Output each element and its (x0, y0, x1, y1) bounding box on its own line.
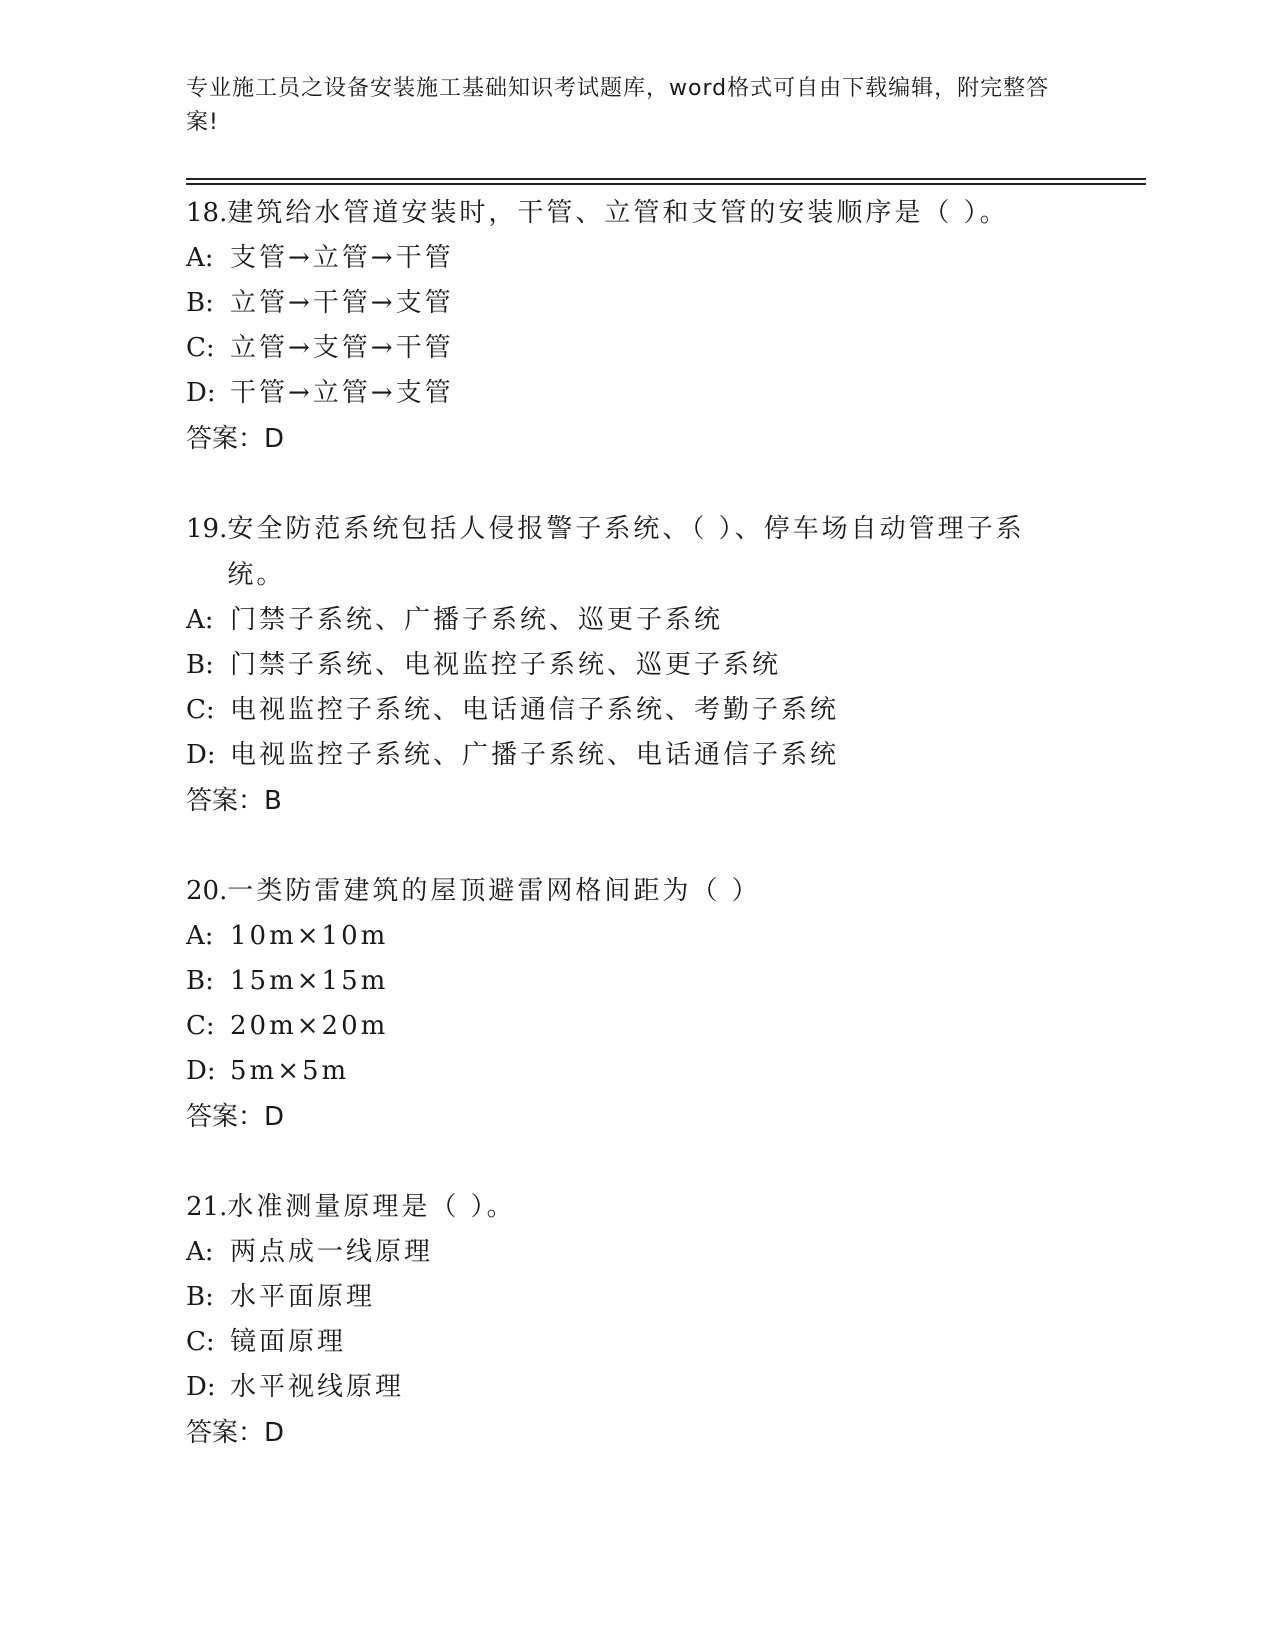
question-stem (186, 1184, 1066, 1230)
option-a (186, 236, 1066, 281)
question-text: 安全防范系统包括人侵报警子系统、（ ）、停车场自动管理子系统。 (227, 514, 1025, 590)
option-a (186, 914, 1066, 959)
option-letter: B: (186, 966, 214, 996)
option-letter: B: (186, 650, 214, 680)
option-text: 立管→支管→干管 (230, 333, 454, 363)
option-a (186, 598, 1066, 643)
document-header: 专业施工员之设备安装施工基础知识考试题库，word格式可自由下载编辑，附完整答案! (186, 76, 1050, 135)
option-text: 立管→干管→支管 (230, 288, 454, 318)
option-text: 镜面原理 (230, 1327, 347, 1357)
header-divider-top (186, 178, 1146, 180)
question-stem (186, 506, 1066, 598)
option-letter: A: (186, 243, 214, 273)
answer-line: 答案：B (186, 786, 282, 816)
option-b (186, 1275, 1066, 1320)
question-stem (186, 868, 1066, 914)
option-d (186, 371, 1066, 416)
question-list (186, 190, 1066, 1500)
option-text: 15m×15m (230, 966, 389, 996)
option-d (186, 733, 1066, 778)
header-divider-bottom (186, 183, 1146, 185)
option-letter: B: (186, 288, 214, 318)
option-b (186, 281, 1066, 326)
option-text: 门禁子系统、广播子系统、巡更子系统 (230, 605, 724, 635)
option-d (186, 1049, 1066, 1094)
option-letter: A: (186, 605, 214, 635)
option-letter: C: (186, 333, 215, 363)
question-21 (186, 1184, 1066, 1456)
option-text: 5m×5m (230, 1056, 350, 1086)
option-b (186, 959, 1066, 1004)
answer-line: 答案：D (186, 1102, 285, 1132)
option-letter: D: (186, 740, 216, 770)
option-c (186, 688, 1066, 733)
question-text: 一类防雷建筑的屋顶避雷网格间距为（ ） (227, 876, 761, 906)
option-a (186, 1230, 1066, 1275)
option-letter: D: (186, 1372, 216, 1402)
question-text: 建筑给水管道安装时，干管、立管和支管的安装顺序是（ ）。 (227, 198, 1009, 228)
option-letter: D: (186, 1056, 216, 1086)
option-d (186, 1365, 1066, 1410)
answer-line: 答案：D (186, 424, 285, 454)
question-stem (186, 190, 1066, 236)
option-letter: C: (186, 695, 215, 725)
answer-line: 答案：D (186, 1418, 285, 1448)
option-c (186, 326, 1066, 371)
option-text: 20m×20m (230, 1011, 389, 1041)
option-text: 干管→立管→支管 (230, 378, 454, 408)
option-b (186, 643, 1066, 688)
question-number: 19. (186, 514, 228, 544)
question-18 (186, 190, 1066, 462)
question-number: 21. (186, 1192, 228, 1222)
option-c (186, 1004, 1066, 1049)
option-letter: B: (186, 1282, 214, 1312)
option-letter: C: (186, 1011, 215, 1041)
question-number: 18. (186, 198, 228, 228)
option-text: 水平面原理 (230, 1282, 376, 1312)
option-text: 水平视线原理 (230, 1372, 405, 1402)
option-c (186, 1320, 1066, 1365)
question-19 (186, 506, 1066, 824)
question-20 (186, 868, 1066, 1140)
option-text: 10m×10m (230, 921, 389, 951)
option-text: 两点成一线原理 (230, 1237, 434, 1267)
option-letter: C: (186, 1327, 215, 1357)
option-letter: A: (186, 1237, 214, 1267)
option-letter: A: (186, 921, 214, 951)
option-text: 电视监控子系统、电话通信子系统、考勤子系统 (230, 695, 840, 725)
option-text: 门禁子系统、电视监控子系统、巡更子系统 (230, 650, 782, 680)
option-text: 支管→立管→干管 (230, 243, 454, 273)
question-text: 水准测量原理是（ ）。 (227, 1192, 516, 1222)
question-number: 20. (186, 876, 228, 906)
option-text: 电视监控子系统、广播子系统、电话通信子系统 (230, 740, 840, 770)
option-letter: D: (186, 378, 216, 408)
